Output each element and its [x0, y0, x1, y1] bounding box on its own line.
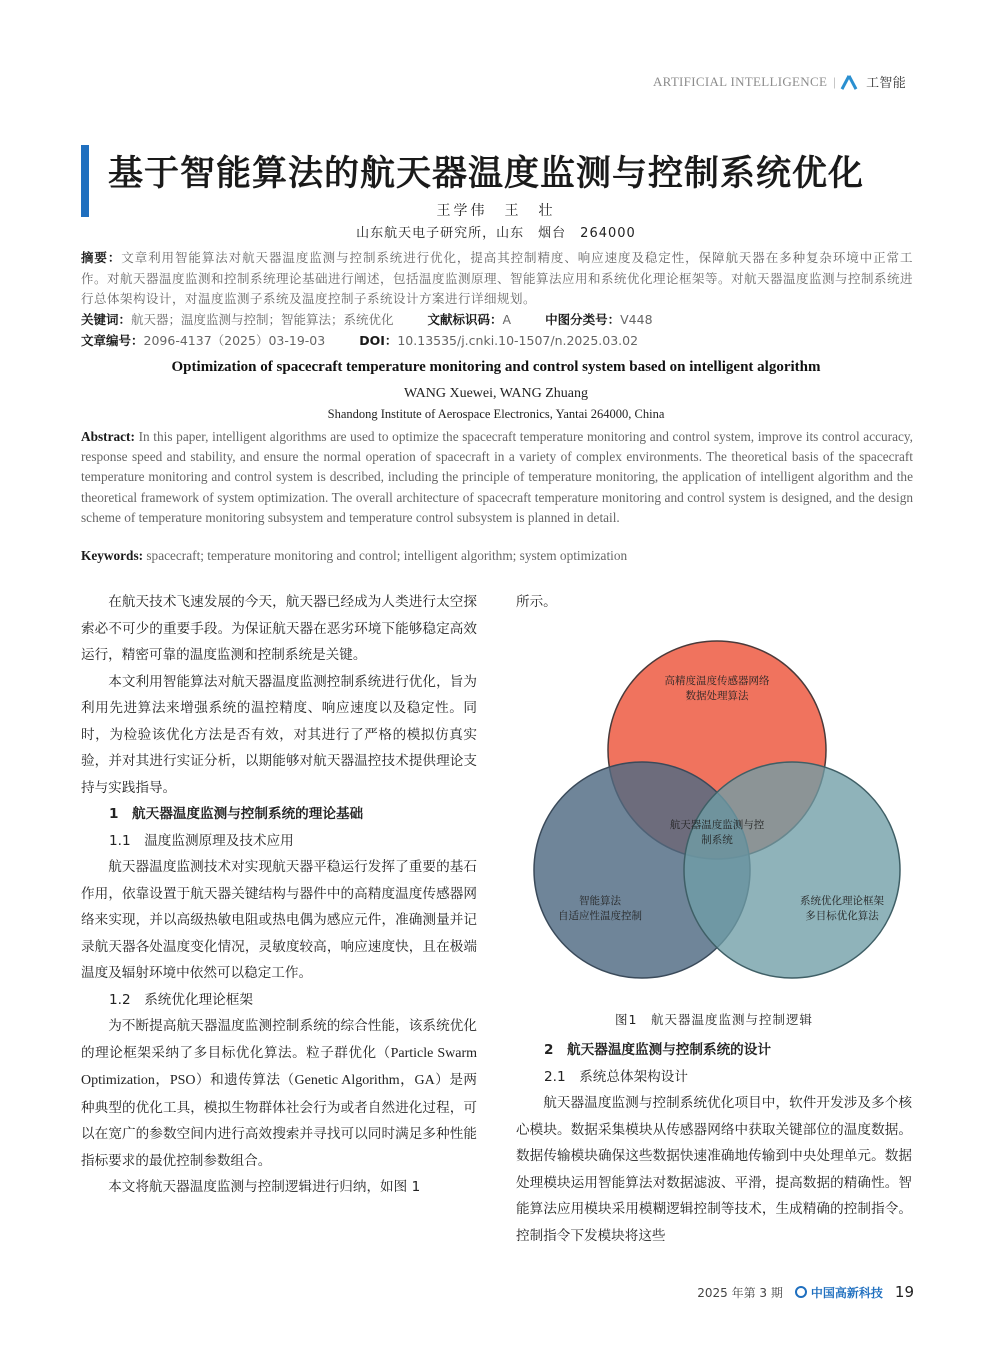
header-separator: |	[833, 73, 837, 89]
issue-label: 2025 年第 3 期	[697, 1285, 783, 1300]
venn-center-label-1: 航天器温度监测与控	[669, 819, 765, 831]
english-authors: WANG Xuewei, WANG Zhuang	[403, 386, 589, 401]
header-cn: 工智能	[866, 76, 906, 91]
section-heading-2: 2 航天器温度监测与控制系统的设计	[544, 1042, 771, 1058]
page-footer	[697, 1283, 914, 1301]
doc-code-value: A	[502, 312, 512, 327]
venn-center-label-2: 制系统	[701, 834, 733, 846]
abstract-cn-text: 文章利用智能算法对航天器温度监测与控制系统进行优化，提高其控制精度、响应速度及稳定性，保障航天器在多种复杂环境中正常工作。对航天器温度监测和控制系统理论基础进行阐述，包括温度监测原理、智能算法应用和系统优化理论框架等。对航天器温度监测与控制系统进行总体架构设计，对温度监测子系统及温度控制子系统设计方案进行详细规划。	[81, 250, 914, 306]
section-heading-2-1: 2.1 系统总体架构设计	[544, 1068, 688, 1085]
venn-right-label-1: 系统优化理论框架	[800, 895, 884, 907]
section-heading-1: 1 航天器温度监测与控制系统的理论基础	[109, 806, 364, 822]
page-title: 基于智能算法的航天器温度监测与控制系统优化	[108, 154, 865, 194]
paragraph: 在航天技术飞速发展的今天，航天器已经成为人类进行太空探索必不可少的重要手段。为保证航天器在恶劣环境下能够稳定高效运行，精密可靠的温度监测和控制系统是关键。	[81, 594, 477, 663]
clc-label: 中图分类号：	[545, 312, 621, 327]
globe-icon	[795, 1286, 807, 1298]
english-affiliation: Shandong Institute of Aerospace Electronics, Yantai 264000, China	[327, 407, 665, 421]
section-heading-1-1: 1.1 温度监测原理及技术应用	[109, 832, 294, 849]
text-run: ）和遗传算法（	[195, 1072, 295, 1088]
english-abstract-text: In this paper, intelligent algorithms are used to optimize the spacecraft temperature monitoring and control system, improve its control accuracy, response speed and stability, and ensure the normal operation of spacecraft in a variety of complex environments. The theoretical basis of the spacecraft temperature monitoring and control system is described, including the principle of temperature monitoring, the application of intelligent algorithm and the theoretical framework of system optimization. The overall architecture of spacecraft temperature monitoring and control system is designed, and the design scheme of temperature monitoring subsystem and temperature control subsystem is planned in detail.	[81, 429, 913, 525]
doc-code-label: 文献标识码：	[427, 312, 503, 327]
article-number-value: 2096-4137（2025）03-19-03	[143, 333, 326, 348]
english-keywords	[81, 548, 913, 564]
english-keywords-label: Keywords:	[81, 548, 144, 563]
venn-left-label-2: 自适应性温度控制	[558, 910, 642, 922]
abstract-cn-label: 摘要：	[81, 250, 122, 265]
venn-right-label-2: 多目标优化算法	[805, 910, 879, 922]
figure-caption: 图1 航天器温度监测与控制逻辑	[615, 1012, 813, 1027]
english-keywords-value: spacecraft; temperature monitoring and control; intelligent algorithm; system optimization	[146, 548, 628, 563]
paragraph: 本文将航天器温度监测与控制逻辑进行归纳，如图 1	[108, 1179, 421, 1195]
venn-top-label-2: 数据处理算法	[685, 690, 749, 702]
english-title: Optimization of spacecraft temperature monitoring and control system based on intelligent algorithm	[171, 359, 821, 375]
article-number-label: 文章编号：	[81, 333, 144, 348]
ai-logo-icon	[842, 73, 860, 91]
paragraph	[81, 1013, 477, 1174]
doi-value: 10.13535/j.cnki.10-1507/n.2025.03.02	[397, 333, 639, 348]
journal-brand	[795, 1284, 883, 1301]
venn-diagram-figure	[520, 640, 920, 990]
section-heading-1-2: 1.2 系统优化理论框架	[109, 991, 253, 1008]
page-number: 19	[894, 1283, 914, 1301]
affiliation-cn: 山东航天电子研究所，山东 烟台 264000	[356, 226, 636, 241]
authors-cn: 王学伟 王 壮	[436, 203, 556, 219]
keywords-value: 航天器；温度监测与控制；智能算法；系统优化	[131, 312, 394, 327]
venn-left-label-1: 智能算法	[579, 895, 621, 907]
clc-value: V448	[620, 312, 653, 327]
text-run-en: Particle Swarm Optimization，PSO	[81, 1045, 478, 1088]
venn-top-label-1: 高精度温度传感器网络	[664, 675, 770, 687]
abstract-cn	[81, 248, 913, 310]
text-run-en: Genetic Algorithm，GA	[294, 1073, 435, 1088]
keywords-label: 关键词：	[81, 312, 132, 327]
english-abstract	[81, 427, 913, 528]
keywords-line	[81, 310, 913, 328]
left-column	[81, 589, 477, 1201]
venn-circle-right	[684, 762, 900, 978]
doi-label: DOI：	[359, 333, 398, 348]
paragraph: 航天器温度监测技术对实现航天器平稳运行发挥了重要的基石作用，依靠设置于航天器关键结构与器件中的高精度温度传感器网络来实现，并以高级热敏电阻或热电偶为感应元件，准确测量并记录航天器各处温度变化情况，灵敏度较高，响应速度快，且在极端温度及辐射环境中依然可以稳定工作。	[81, 859, 477, 981]
running-header	[653, 72, 906, 91]
paragraph: 航天器温度监测与控制系统优化项目中，软件开发涉及多个核心模块。数据采集模块从传感器网络中获取关键部位的温度数据。数据传输模块确保这些数据快速准确地传输到中央处理单元。数据处理模块运用智能算法对数据滤波、平滑，提高数据的精确性。智能算法应用模块采用模糊逻辑控制等技术，生成精确的控制指令。控制指令下发模块将这些	[516, 1095, 912, 1244]
text-run: 为不断提高航天器温度监测控制系统的综合性能，该系统优化的理论框架采纳了多目标优化算法。粒子群优化（	[81, 1018, 477, 1061]
paragraph: 本文利用智能算法对航天器温度监测控制系统进行优化，旨为利用先进算法来增强系统的温控精度、响应速度以及稳定性。同时，为检验该优化方法是否有效，对其进行了严格的模拟仿真实验，并对其进行实证分析，以期能够对航天器温控技术提供理论支持与实践指导。	[81, 673, 477, 796]
journal-name: 中国高新科技	[810, 1285, 883, 1300]
paragraph: 所示。	[516, 594, 557, 610]
header-en: ARTIFICIAL INTELLIGENCE	[652, 73, 828, 89]
right-column-bottom	[516, 1037, 912, 1249]
right-column-top	[516, 589, 912, 616]
english-abstract-label: Abstract:	[81, 429, 135, 444]
text-run: ）是两种典型的优化工具，模拟生物群体社会行为或者自然进化过程，可以在宽广的参数空间内进行高效搜索并寻找可以同时满足多种性能指标要求的最优控制参数组合。	[81, 1072, 478, 1169]
article-number-line	[81, 331, 913, 349]
